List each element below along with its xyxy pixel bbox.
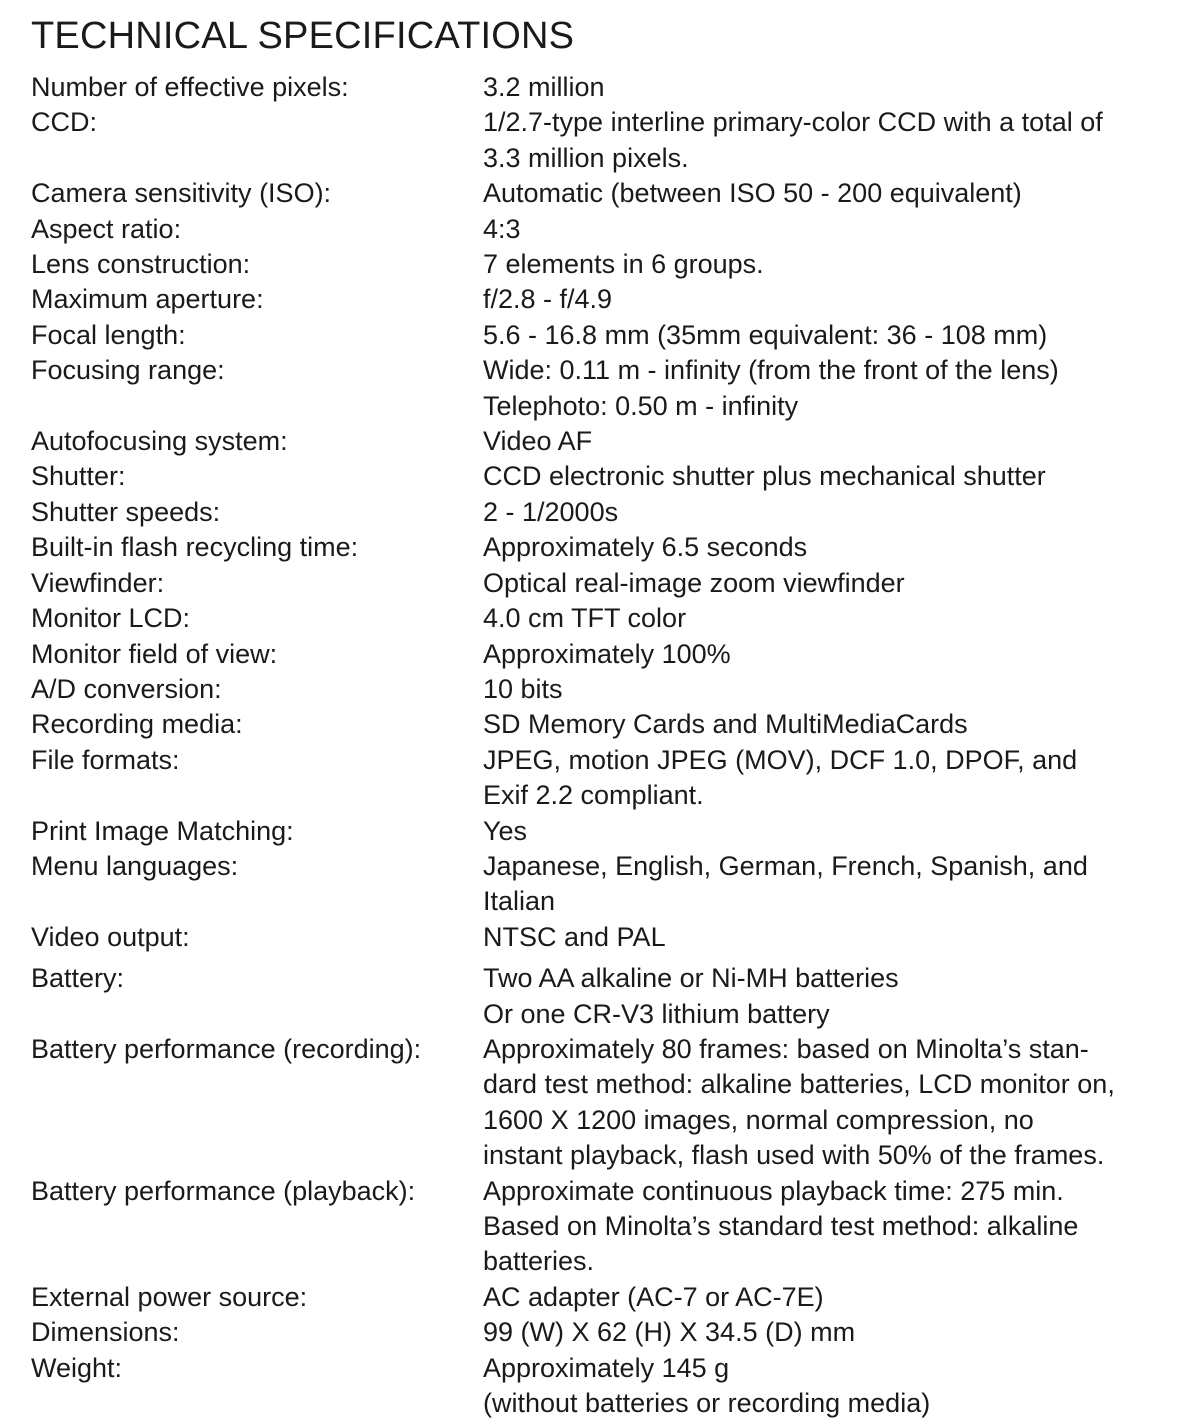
spec-value-line: 4:3 (483, 213, 521, 244)
spec-value (483, 495, 1191, 530)
spec-row (31, 637, 1191, 672)
spec-value (483, 247, 1191, 282)
spec-value-line: f/2.8 - f/4.9 (483, 284, 613, 315)
spec-row (31, 814, 1191, 849)
spec-row (31, 318, 1191, 353)
spec-value (483, 707, 1191, 742)
spec-value-line: 5.6 - 16.8 mm (35mm equivalent: 36 - 108 mm) (483, 319, 1048, 350)
spec-value (483, 424, 1191, 459)
spec-value-line: Or one CR-V3 lithium battery (483, 998, 830, 1029)
spec-value (483, 105, 1191, 176)
spec-value (483, 176, 1191, 211)
spec-label: Dimensions: (31, 1317, 180, 1348)
spec-value-line: Approximately 80 frames: based on Minolta’s stan- (483, 1033, 1089, 1064)
spec-row (31, 495, 1191, 530)
spec-label: A/D conversion: (31, 673, 222, 704)
spec-row (31, 282, 1191, 317)
spec-value-line: AC adapter (AC-7 or AC-7E) (483, 1281, 824, 1312)
spec-label: Video output: (31, 921, 190, 952)
spec-label: File formats: (31, 744, 180, 775)
spec-label: Battery performance (playback): (31, 1175, 416, 1206)
spec-row (31, 424, 1191, 459)
spec-value (483, 282, 1191, 317)
spec-value-line: SD Memory Cards and MultiMediaCards (483, 709, 968, 740)
spec-value-line: 3.2 million (483, 72, 605, 102)
spec-value-line: Two AA alkaline or Ni-MH batteries (483, 963, 899, 994)
spec-value-line: Approximately 145 g (483, 1352, 730, 1383)
spec-value-line: Telephoto: 0.50 m - infinity (483, 390, 799, 421)
spec-value-line: Japanese, English, German, French, Spanish, and (483, 850, 1088, 881)
spec-value (483, 318, 1191, 353)
spec-label: Monitor field of view: (31, 638, 278, 669)
spec-value-line: Yes (483, 815, 528, 846)
spec-row (31, 105, 1191, 176)
spec-label: Print Image Matching: (31, 815, 294, 846)
spec-label: Focusing range: (31, 355, 225, 386)
spec-row (31, 849, 1191, 920)
spec-value-line: 7 elements in 6 groups. (483, 249, 764, 280)
spec-value-line: batteries. (483, 1246, 595, 1277)
spec-row (31, 176, 1191, 211)
spec-value (483, 566, 1191, 601)
spec-value (483, 849, 1191, 920)
spec-value-line: 2 - 1/2000s (483, 496, 619, 527)
spec-value-line: 4.0 cm TFT color (483, 603, 687, 634)
spec-label: Monitor LCD: (31, 603, 191, 634)
spec-row (31, 672, 1191, 707)
spec-value (483, 530, 1191, 565)
spec-label: Lens construction: (31, 249, 251, 280)
spec-label: Battery performance (recording): (31, 1033, 422, 1064)
spec-value (483, 637, 1191, 672)
spec-label: External power source: (31, 1281, 308, 1312)
spec-value (483, 920, 1191, 955)
spec-value-line: (without batteries or recording media) (483, 1388, 931, 1419)
spec-value-line: instant playback, flash used with 50% of the frames. (483, 1140, 1105, 1171)
spec-value (483, 353, 1191, 424)
spec-row (31, 707, 1191, 742)
spec-label: Focal length: (31, 319, 186, 350)
spec-value-line: Automatic (between ISO 50 - 200 equivalent) (483, 178, 1022, 209)
spec-value-line: CCD electronic shutter plus mechanical shutter (483, 461, 1046, 492)
spec-row (31, 1351, 1191, 1422)
spec-value-line: Italian (483, 886, 556, 917)
spec-label: Camera sensitivity (ISO): (31, 178, 332, 209)
spec-value (483, 70, 1191, 105)
spec-value (483, 601, 1191, 636)
spec-label: Menu languages: (31, 850, 239, 881)
spec-value (483, 1315, 1191, 1350)
spec-label: Recording media: (31, 709, 243, 740)
spec-value (483, 814, 1191, 849)
spec-row (31, 247, 1191, 282)
spec-row (31, 530, 1191, 565)
spec-label: Weight: (31, 1352, 123, 1383)
spec-value (483, 1280, 1191, 1315)
spec-value-line: JPEG, motion JPEG (MOV), DCF 1.0, DPOF, and (483, 744, 1078, 775)
spec-label: Shutter: (31, 461, 126, 492)
spec-row (31, 566, 1191, 601)
spec-value (483, 743, 1191, 814)
spec-value (483, 672, 1191, 707)
spec-row (31, 1315, 1191, 1350)
spec-value (483, 1174, 1191, 1280)
spec-value-line: Approximately 100% (483, 638, 731, 669)
spec-row (31, 459, 1191, 494)
spec-label: Autofocusing system: (31, 426, 288, 457)
spec-label: Battery: (31, 963, 125, 994)
spec-label: Shutter speeds: (31, 496, 221, 527)
spec-row (31, 70, 1191, 105)
spec-value-line: 10 bits (483, 673, 563, 704)
spec-value-line: Approximately 6.5 seconds (483, 532, 808, 563)
spec-row (31, 1174, 1191, 1280)
spec-value (483, 212, 1191, 247)
spec-row (31, 1280, 1191, 1315)
spec-value-line: Exif 2.2 compliant. (483, 780, 704, 811)
spec-label: Viewfinder: (31, 567, 165, 598)
spec-row (31, 353, 1191, 424)
spec-value-line: 99 (W) X 62 (H) X 34.5 (D) mm (483, 1317, 856, 1348)
spec-value-line: Approximate continuous playback time: 275 min. (483, 1175, 1064, 1206)
page-title: TECHNICAL SPECIFICATIONS (31, 15, 575, 57)
spec-value (483, 961, 1191, 1032)
spec-value (483, 1351, 1191, 1422)
spec-value (483, 459, 1191, 494)
spec-row (31, 961, 1191, 1032)
spec-value-line: 3.3 million pixels. (483, 142, 689, 173)
spec-label: Maximum aperture: (31, 284, 264, 315)
spec-value-line: Wide: 0.11 m - infinity (from the front of the lens) (483, 355, 1059, 386)
spec-value-line: Video AF (483, 426, 593, 457)
spec-label: Number of effective pixels: (31, 72, 349, 102)
spec-value-line: Based on Minolta’s standard test method: alkaline (483, 1211, 1079, 1241)
spec-value-line: NTSC and PAL (483, 921, 666, 952)
spec-label: Aspect ratio: (31, 213, 182, 244)
spec-row (31, 920, 1191, 955)
spec-table (31, 70, 1191, 1421)
spec-value-line: Optical real-image zoom viewfinder (483, 567, 905, 598)
spec-label: Built-in flash recycling time: (31, 532, 359, 563)
spec-label: CCD: (31, 107, 97, 138)
spec-value (483, 1032, 1191, 1174)
spec-row (31, 601, 1191, 636)
spec-value-line: 1/2.7-type interline primary-color CCD with a total of (483, 107, 1103, 138)
spec-row (31, 743, 1191, 814)
spec-row (31, 212, 1191, 247)
spec-value-line: dard test method: alkaline batteries, LCD monitor on, (483, 1069, 1115, 1100)
spec-row (31, 1032, 1191, 1174)
spec-value-line: 1600 X 1200 images, normal compression, no (483, 1104, 1034, 1135)
